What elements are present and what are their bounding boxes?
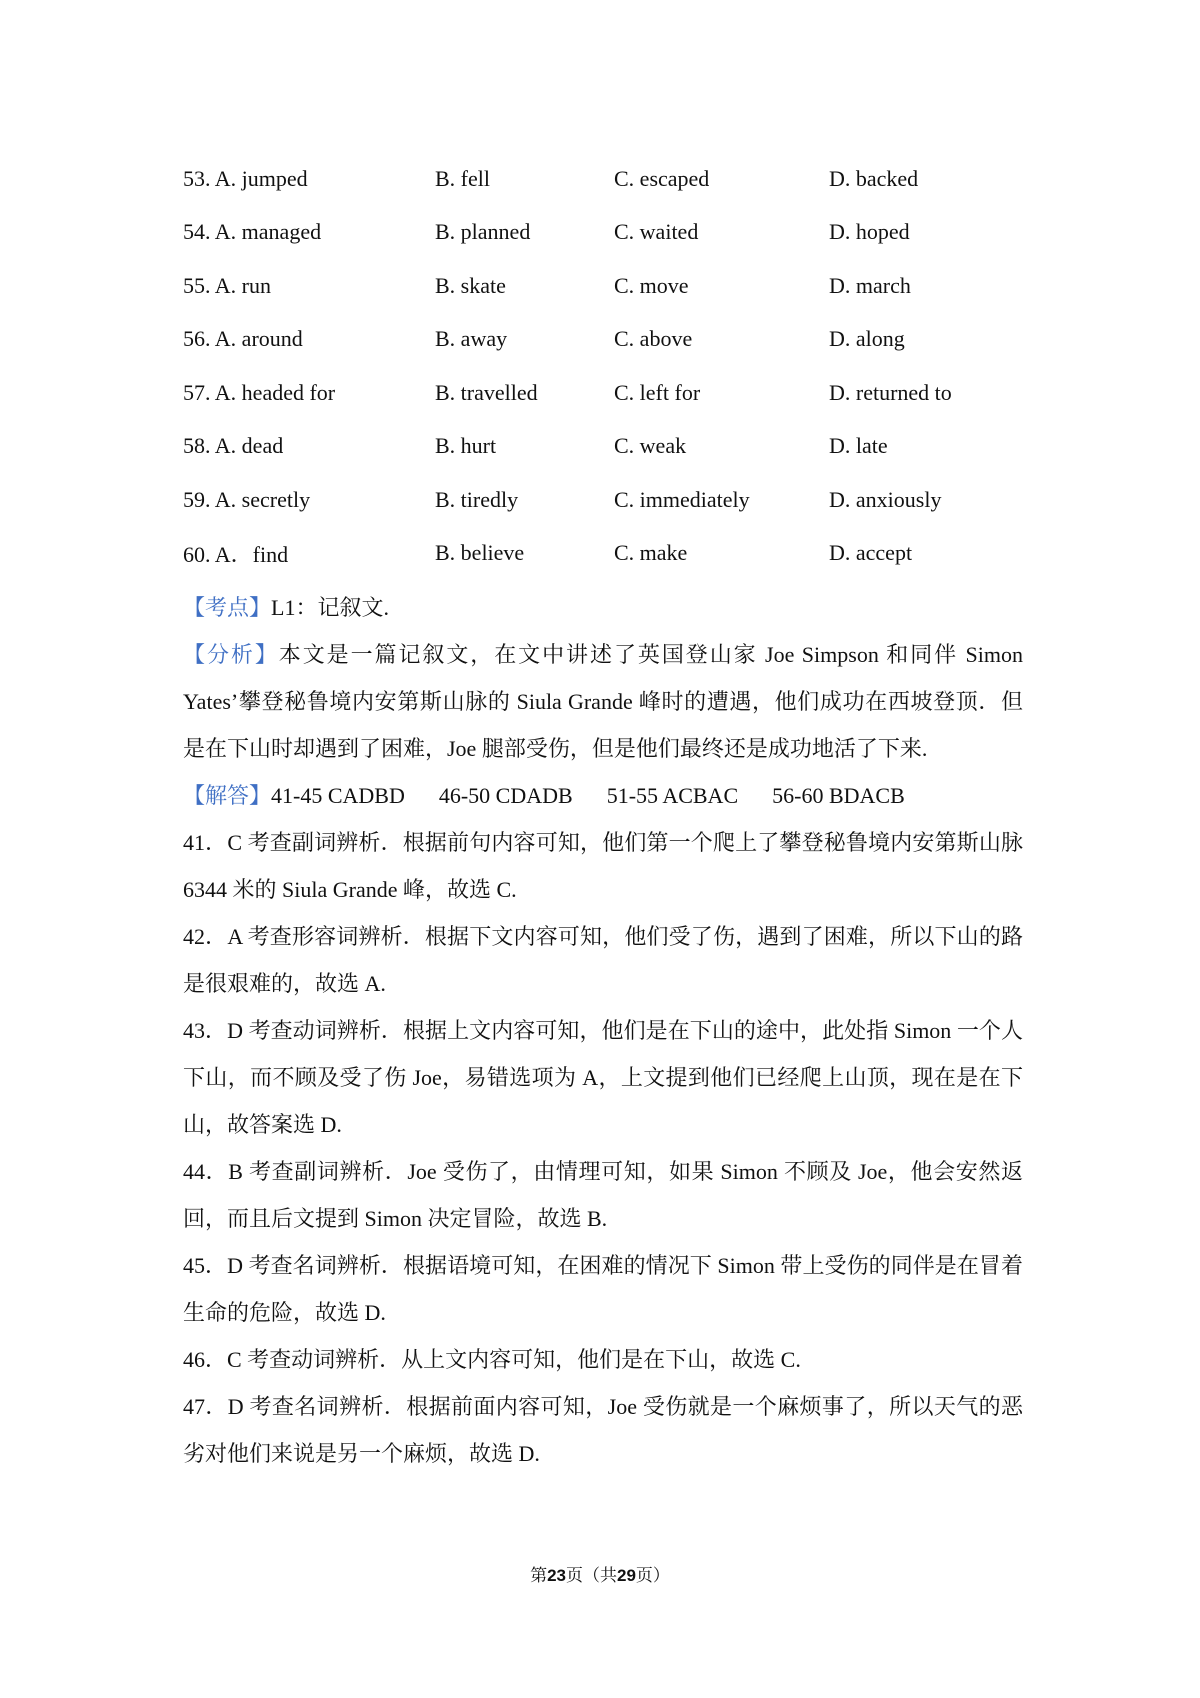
option-a: 56. A. around xyxy=(183,326,303,352)
option-row-58 xyxy=(183,420,1023,474)
option-d: D. late xyxy=(829,433,888,459)
option-c: C. above xyxy=(614,326,693,352)
option-b: B. tiredly xyxy=(435,486,519,512)
option-a: 55. A. run xyxy=(183,272,271,298)
answer-group-41-45: 41-45 CADBD xyxy=(271,783,405,808)
option-row-60 xyxy=(183,527,1023,581)
option-list xyxy=(183,152,1023,580)
option-c: C. immediately xyxy=(614,486,750,512)
option-row-55 xyxy=(183,259,1023,313)
option-c: C. move xyxy=(614,272,689,298)
option-row-54 xyxy=(183,206,1023,260)
option-b: B. planned xyxy=(435,219,531,245)
option-d: D. backed xyxy=(829,165,919,191)
option-c: C. make xyxy=(614,540,688,566)
page-footer xyxy=(0,1561,1200,1586)
option-row-53 xyxy=(183,152,1023,206)
option-d: D. hoped xyxy=(829,219,910,245)
option-b: B. believe xyxy=(435,540,525,566)
option-a: 53. A. jumped xyxy=(183,165,308,191)
answer-group-46-50: 46-50 CDADB xyxy=(438,783,573,808)
option-d: D. along xyxy=(829,326,905,352)
option-d: D. returned to xyxy=(829,379,952,405)
explanation-44: 44．B 考查副词辨析．Joe 受伤了，由情理可知，如果 Simon 不顾及 Joe，他会安然返回，而且后文提到 Simon 决定冒险，故选 B. xyxy=(183,1159,1023,1231)
option-d: D. anxiously xyxy=(829,486,942,512)
option-b: B. skate xyxy=(435,272,506,298)
option-a: 59. A. secretly xyxy=(183,486,311,512)
option-c: C. weak xyxy=(614,433,687,459)
explanation-42: 42．A 考查形容词辨析．根据下文内容可知，他们受了伤，遇到了困难，所以下山的路是很艰难的，故选 A. xyxy=(183,924,1023,996)
footer-middle: 页（共 xyxy=(566,1566,617,1585)
option-a: 58. A. dead xyxy=(183,433,284,459)
footer-suffix: 页） xyxy=(635,1566,670,1585)
option-b: B. fell xyxy=(435,165,490,191)
option-row-56 xyxy=(183,313,1023,367)
jieda-paragraph xyxy=(183,772,1023,819)
option-c: C. left for xyxy=(614,379,701,405)
option-c: C. waited xyxy=(614,219,699,245)
fenxi-text: 本文是一篇记叙文，在文中讲述了英国登山家 Joe Simpson 和同伴 Simon Yates’攀登秘鲁境内安第斯山脉的 Siula Grande 峰时的遭遇，他们成功在西坡登顶．但是在下山时却遇到了困难，Joe 腿部受伤，但是他们最终还是成功地活了下来. xyxy=(183,642,1023,761)
explanation-43: 43．D 考查动词辨析．根据上文内容可知，他们是在下山的途中，此处指 Simon 一个人下山，而不顾及受了伤 Joe，易错选项为 A，上文提到他们已经爬上山顶，现在是在下山，故答案选 D. xyxy=(183,1018,1023,1137)
page-content xyxy=(183,152,1023,1477)
kaodian-tag: 【考点】 xyxy=(183,595,272,620)
current-page-number: 23 xyxy=(547,1566,566,1585)
option-b: B. away xyxy=(435,326,508,352)
option-b: B. hurt xyxy=(435,433,497,459)
answer-group-56-60: 56-60 BDACB xyxy=(772,783,905,808)
option-d: D. march xyxy=(829,272,911,298)
explanation-41: 41．C 考查副词辨析．根据前句内容可知，他们第一个爬上了攀登秘鲁境内安第斯山脉 6344 米的 Siula Grande 峰，故选 C. xyxy=(183,830,1023,902)
option-row-59 xyxy=(183,473,1023,527)
explanation-47: 47．D 考查名词辨析．根据前面内容可知，Joe 受伤就是一个麻烦事了，所以天气的恶劣对他们来说是另一个麻烦，故选 D. xyxy=(183,1394,1023,1466)
explanation-46: 46．C 考查动词辨析．从上文内容可知，他们是在下山，故选 C. xyxy=(183,1347,801,1372)
option-row-57 xyxy=(183,366,1023,420)
kaodian-paragraph xyxy=(183,584,1023,631)
option-a: 57. A. headed for xyxy=(183,379,336,405)
option-b: B. travelled xyxy=(435,379,538,405)
total-page-count: 29 xyxy=(617,1566,636,1585)
answer-group-51-55: 51-55 ACBAC xyxy=(606,783,739,808)
jieda-tag: 【解答】 xyxy=(183,783,272,808)
option-a: 54. A. managed xyxy=(183,219,322,245)
option-d: D. accept xyxy=(829,540,913,566)
kaodian-text: L1：记叙文. xyxy=(271,595,389,620)
option-c: C. escaped xyxy=(614,165,710,191)
option-a: 60. A．find xyxy=(183,541,289,567)
explanation-45: 45．D 考查名词辨析．根据语境可知，在困难的情况下 Simon 带上受伤的同伴是在冒着生命的危险，故选 D. xyxy=(183,1253,1023,1325)
fenxi-tag: 【分析】 xyxy=(183,642,279,667)
footer-prefix: 第 xyxy=(530,1566,548,1585)
fenxi-paragraph xyxy=(183,631,1023,772)
